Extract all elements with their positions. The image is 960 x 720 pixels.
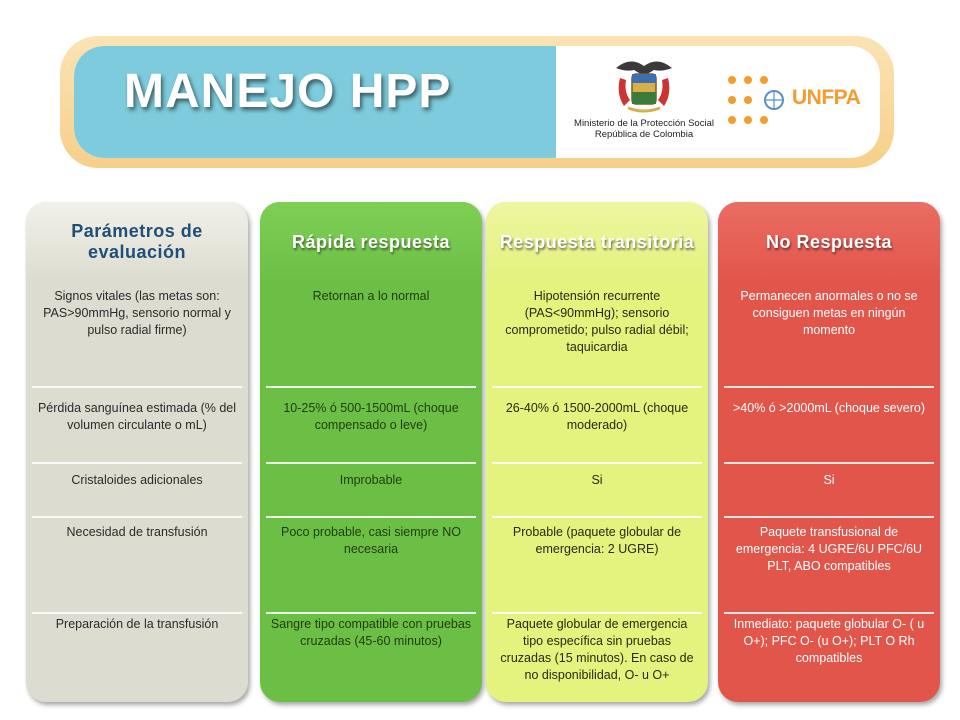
row-divider [32,386,242,388]
cell-rapid-transfusion-prep: Sangre tipo compatible con pruebas cruzadas (45-60 minutos) [270,617,472,648]
row-divider [266,516,476,518]
cell-rapid-blood-loss: 10-25% ó 500-1500mL (choque compensado o leve) [283,401,459,432]
row-divider [492,386,702,388]
row-divider [266,612,476,614]
cell-transfusion-prep-label: Preparación de la transfusión [55,617,219,631]
cell-transfusion-need-label: Necesidad de transfusión [66,525,208,539]
cell-rapid-vital-signs: Retornan a lo normal [312,289,430,303]
cell-transient-transfusion-need: Probable (paquete globular de emergencia: 2 UGRE) [512,525,682,556]
ministry-name [574,118,714,140]
column-header-rapid-response: Rápida respuesta [260,202,482,282]
row-divider [492,516,702,518]
cell-transient-crystalloids: Si [591,473,603,487]
title-panel [74,46,556,158]
cell-transient-vital-signs: Hipotensión recurrente (PAS<90mmHg); sensorio comprometido; pulso radial débil; taquicardia [505,289,689,354]
row-divider [32,462,242,464]
column-header-parameters: Parámetros de evaluación [26,202,248,282]
cell-none-vital-signs: Permanecen anormales o no se consiguen metas en ningún momento [740,289,918,337]
row-divider [32,516,242,518]
unfpa-wordmark: UNFPA [792,86,861,109]
cell-vital-signs-label: Signos vitales (las metas son: PAS>90mmHg, sensorio normal y pulso radial firme) [43,289,231,337]
cell-none-transfusion-need: Paquete transfusional de emergencia: 4 UGRE/6U PFC/6U PLT, ABO compatibles [735,525,923,573]
row-divider [492,612,702,614]
cell-rapid-crystalloids: Improbable [339,473,403,487]
ministry-line-2: República de Colombia [594,129,694,140]
header-banner [74,46,880,158]
unfpa-dots-icon [726,74,790,134]
cell-crystalloids-label: Cristaloides adicionales [71,473,203,487]
row-divider [492,462,702,464]
row-divider [266,386,476,388]
ministry-line-1: Ministerio de la Protección Social [574,118,714,129]
cell-blood-loss-label: Pérdida sanguínea estimada (% del volumen circulante o mL) [37,401,237,432]
cell-rapid-transfusion-need: Poco probable, casi siempre NO necesaria [281,525,461,556]
cell-transient-transfusion-prep: Paquete globular de emergencia tipo específica sin pruebas cruzadas (15 minutos). En caso de no disponibilidad, O- u O+ [500,617,694,682]
row-divider [32,612,242,614]
row-divider [724,462,934,464]
cell-none-blood-loss: >40% ó >2000mL (choque severo) [732,401,926,415]
row-divider [724,612,934,614]
column-parameters [26,202,248,702]
column-header-transient-response: Respuesta transitoria [486,202,708,282]
coat-of-arms-icon [610,54,678,116]
column-rapid-response [260,202,482,702]
page-title: MANEJO HPP [124,65,452,118]
cell-transient-blood-loss: 26-40% ó 1500-2000mL (choque moderado) [505,401,689,432]
column-transient-response [486,202,708,702]
column-header-no-response: No Respuesta [718,202,940,282]
row-divider [724,386,934,388]
row-divider [266,462,476,464]
ministry-logo [574,54,714,154]
unfpa-logo [726,74,876,134]
cell-none-transfusion-prep: Inmediato: paquete globular O- ( u O+); PFC O- (u O+); PLT O Rh compatibles [733,617,925,665]
column-no-response [718,202,940,702]
row-divider [724,516,934,518]
cell-none-crystalloids: Si [823,473,835,487]
